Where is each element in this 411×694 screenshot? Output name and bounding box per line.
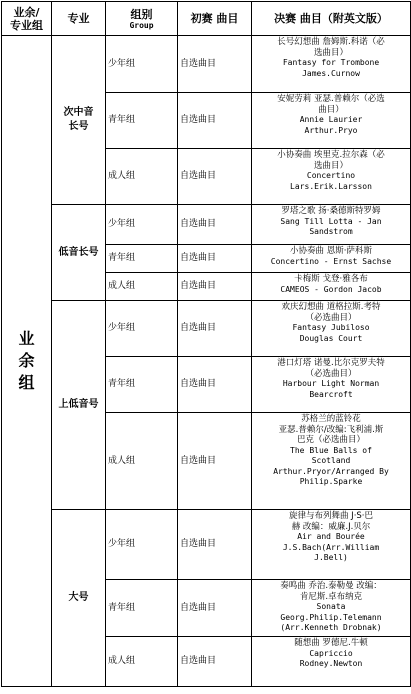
- final-cell: [252, 205, 411, 245]
- group-cell: 成人组: [106, 637, 178, 687]
- table-row: [2, 301, 411, 357]
- final-line: （必选曲目）: [305, 368, 357, 379]
- major-name-line: 长号: [68, 121, 89, 132]
- final-line: Sandstrom: [309, 227, 353, 236]
- final-line: Rodney.Newton: [299, 659, 363, 668]
- major-cell: [52, 36, 106, 205]
- final-line: Philip.Sparke: [299, 477, 363, 486]
- table-row: [2, 510, 411, 580]
- final-line: 卡梅斯 戈登·雅各布: [294, 274, 368, 284]
- final-line: 选曲目）: [313, 160, 348, 171]
- prelim-cell: 自选曲目: [178, 301, 252, 357]
- final-line: Arthur.Pryor/Arranged By: [273, 466, 389, 476]
- final-line: J.S.Bach(Arr.William: [282, 542, 380, 552]
- final-line: 罗塔之歌 扬·桑德斯特罗姆: [281, 206, 381, 216]
- final-line: Fantasy Jubiloso: [292, 323, 370, 332]
- final-line: 巴克（必选曲目）: [296, 435, 365, 445]
- prelim-cell: 自选曲目: [178, 36, 252, 93]
- group-cell: 青年组: [106, 245, 178, 273]
- final-line: J.Bell): [314, 553, 348, 562]
- final-line: Lars.Erik.Larsson: [290, 181, 372, 191]
- final-cell: [252, 637, 411, 687]
- final-line: The Blue Balls of: [290, 445, 372, 455]
- prelim-cell: 自选曲目: [178, 149, 252, 205]
- group-cell: 青年组: [106, 580, 178, 637]
- final-line: Sang Till Lotta - Jan: [280, 216, 382, 226]
- prelim-cell: 自选曲目: [178, 205, 252, 245]
- final-cell: [252, 245, 411, 273]
- final-line: （必选曲目）: [305, 312, 357, 323]
- final-line: CAMEOS - Gordon Jacob: [280, 284, 382, 294]
- final-line: 安妮劳莉 亚瑟.普赖尔（必选: [277, 94, 385, 104]
- final-line: 欢庆幻想曲 道格拉斯.考特: [281, 302, 381, 312]
- header-division: 业余/ 专业组: [2, 2, 52, 36]
- final-cell: [252, 36, 411, 93]
- major-name-line: 大号: [68, 592, 89, 603]
- final-line: Concertino - Ernst Sachse: [270, 256, 392, 266]
- final-line: 选曲目）: [313, 47, 348, 58]
- final-line: 曲目）: [318, 104, 344, 115]
- header-group: 组别 Group: [106, 2, 178, 36]
- final-line: Georg.Philip.Telemann: [280, 612, 382, 622]
- header-final: 决赛 曲目（附英文版）: [252, 2, 411, 36]
- group-cell: 青年组: [106, 93, 178, 149]
- final-line: Douglas Court: [299, 333, 363, 343]
- final-line: Bearcroft: [309, 389, 353, 399]
- final-line: Air and Bourée: [297, 532, 365, 541]
- final-line: 苏格兰的蓝铃花: [301, 414, 361, 424]
- group-cell: 少年组: [106, 36, 178, 93]
- prelim-cell: 自选曲目: [178, 637, 252, 687]
- final-line: 港口灯塔 诺曼.比尔克罗夫特: [277, 358, 385, 368]
- major-cell: [52, 205, 106, 301]
- group-cell: 少年组: [106, 510, 178, 580]
- final-line: 小协奏曲 埃里克.拉尔森（必: [277, 150, 385, 160]
- final-cell: [252, 413, 411, 510]
- header-prelim: 初赛 曲目: [178, 2, 252, 36]
- final-cell: [252, 580, 411, 637]
- prelim-cell: 自选曲目: [178, 273, 252, 301]
- final-line: 长号幻想曲 詹姆斯.科诺（必: [277, 37, 385, 47]
- group-cell: 少年组: [106, 205, 178, 245]
- final-line: 赫 改编：威廉.J.贝尔: [291, 521, 371, 532]
- final-line: Sonata: [316, 602, 346, 611]
- final-cell: [252, 93, 411, 149]
- group-cell: 青年组: [106, 357, 178, 413]
- prelim-cell: 自选曲目: [178, 357, 252, 413]
- final-line: 亚瑟.普赖尔/改编:飞利浦.斯: [278, 424, 384, 435]
- major-cell: [52, 301, 106, 510]
- major-name-line: 低音长号: [58, 246, 99, 258]
- header-row: [2, 2, 411, 36]
- final-cell: [252, 357, 411, 413]
- final-cell: [252, 149, 411, 205]
- table-row: [2, 205, 411, 245]
- group-cell: 成人组: [106, 273, 178, 301]
- division-char: 余: [18, 351, 35, 370]
- final-cell: [252, 301, 411, 357]
- final-line: Concertino: [306, 171, 356, 180]
- prelim-cell: 自选曲目: [178, 245, 252, 273]
- final-line: (Arr.Kenneth Drobnak): [280, 623, 382, 632]
- final-line: 肯尼斯.卓布纳克: [299, 591, 363, 602]
- table-row: [2, 36, 411, 93]
- group-cell: 成人组: [106, 149, 178, 205]
- prelim-cell: 自选曲目: [178, 580, 252, 637]
- final-line: Arthur.Pryo: [304, 125, 358, 135]
- division-char: 组: [18, 373, 35, 392]
- final-line: 小协奏曲 恩斯·萨科斯: [290, 246, 372, 256]
- major-name-line: 次中音: [63, 107, 94, 118]
- major-cell: [52, 510, 106, 687]
- final-line: Harbour Light Norman: [282, 379, 380, 388]
- final-line: Scotland: [311, 456, 351, 465]
- final-cell: [252, 510, 411, 580]
- repertoire-table: [1, 1, 411, 687]
- division-char: 业: [18, 329, 35, 348]
- prelim-cell: 自选曲目: [178, 93, 252, 149]
- final-line: Fantasy for Trombone: [282, 58, 380, 67]
- table-body: [2, 36, 411, 687]
- final-line: 随想曲 罗德尼.牛顿: [294, 638, 368, 648]
- prelim-cell: 自选曲目: [178, 413, 252, 510]
- prelim-cell: 自选曲目: [178, 510, 252, 580]
- group-cell: 成人组: [106, 413, 178, 510]
- group-cell: 少年组: [106, 301, 178, 357]
- final-line: Annie Laurier: [299, 115, 363, 124]
- division-cell: [2, 36, 52, 687]
- final-cell: [252, 273, 411, 301]
- final-line: 奏鸣曲 乔治.泰勒曼 改编：: [280, 581, 382, 591]
- final-line: James.Curnow: [302, 68, 360, 78]
- header-major: 专业: [52, 2, 106, 36]
- major-name-line: 上低音号: [58, 399, 99, 410]
- final-line: Capriccio: [309, 648, 353, 658]
- final-line: 旋律与布列舞曲 J·S·巴: [288, 511, 373, 521]
